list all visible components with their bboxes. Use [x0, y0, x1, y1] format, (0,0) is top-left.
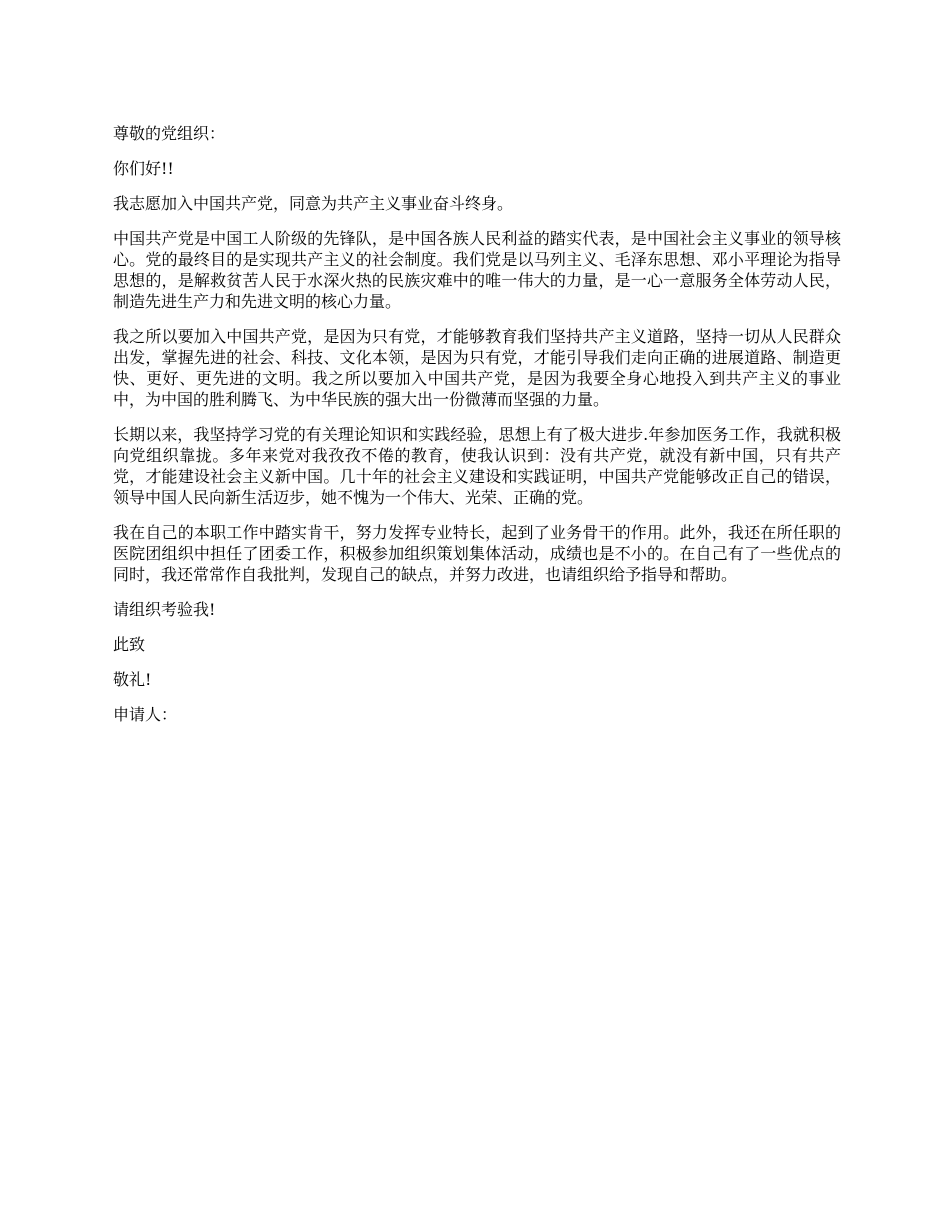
- salutation: 尊敬的党组织：: [113, 124, 226, 143]
- signature-label: 申请人：: [113, 705, 178, 724]
- paragraph-study: 长期以来，我坚持学习党的有关理论知识和实践经验，思想上有了极大进步.年参加医务工作，我就积极向党组织靠拢。多年来党对我孜孜不倦的教育，使我认识到：没有共产党，就没有新中国，只有共产党，才能建设社会主义新中国。几十年的社会主义建设和实践证明，中国共产党能够改正自己的错误，领导中国人民向新生活迈步，她不愧为一个伟大、光荣、正确的党。: [113, 425, 841, 507]
- paragraph-party-nature: 中国共产党是中国工人阶级的先锋队，是中国各族人民利益的踏实代表，是中国社会主义事业的领导核心。党的最终目的是实现共产主义的社会制度。我们党是以马列主义、毛泽东思想、邓小平理论为指导思想的，是解救贫苦人民于水深火热的民族灾难中的唯一伟大的力量，是一心一意服务全体劳动人民，制造先进生产力和先进文明的核心力量。: [113, 229, 841, 311]
- paragraph-reasons: 我之所以要加入中国共产党，是因为只有党，才能够教育我们坚持共产主义道路，坚持一切从人民群众出发，掌握先进的社会、科技、文化本领，是因为只有党，才能引导我们走向正确的进展道路、制造更快、更好、更先进的文明。我之所以要加入中国共产党，是因为我要全身心地投入到共产主义的事业中，为中国的胜利腾飞、为中华民族的强大出一份微薄而坚强的力量。: [113, 327, 841, 409]
- paragraph-pledge: 我志愿加入中国共产党，同意为共产主义事业奋斗终身。: [113, 194, 514, 213]
- closing-line-2: 敬礼!: [113, 670, 152, 689]
- request-line: 请组织考验我!: [113, 600, 216, 619]
- closing-line-1: 此致: [113, 635, 146, 654]
- letter-body: [113, 123, 841, 739]
- paragraph-work: 我在自己的本职工作中踏实肯干，努力发挥专业特长，起到了业务骨干的作用。此外，我还在所任职的医院团组织中担任了团委工作，积极参加组织策划集体活动，成绩也是不小的。在自己有了一些优点的同时，我还常常作自我批判，发现自己的缺点，并努力改进，也请组织给予指导和帮助。: [113, 523, 841, 584]
- greeting: 你们好!!: [113, 159, 174, 178]
